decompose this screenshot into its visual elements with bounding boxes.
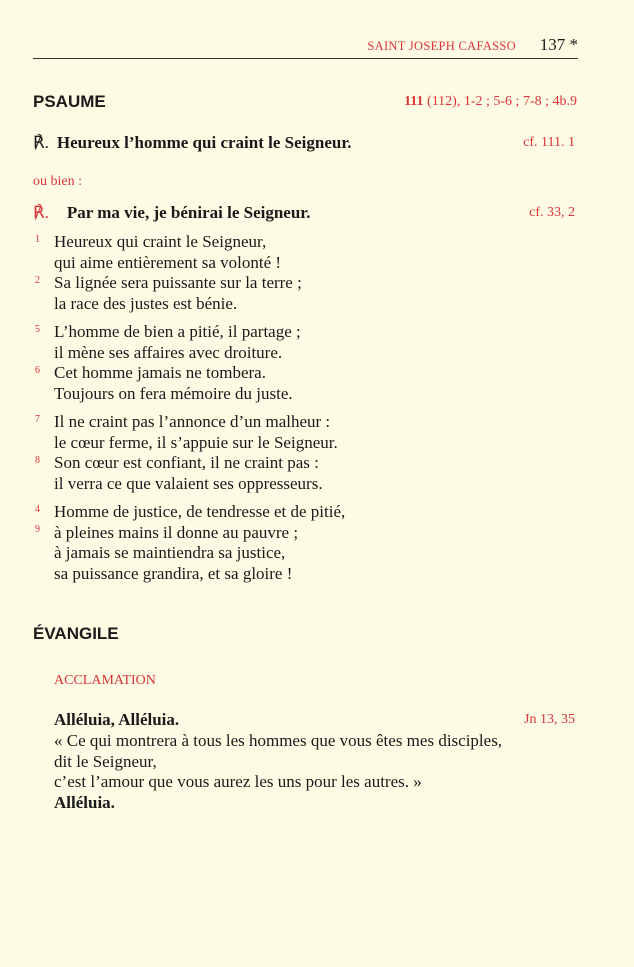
acclamation-text — [54, 731, 502, 813]
psalm-title: PSAUME — [33, 92, 106, 111]
verse-line: Sa lignée sera puissante sur la terre ; — [54, 273, 302, 292]
verse-number: 9 — [35, 524, 40, 535]
verse-line: qui aime entièrement sa volonté ! — [54, 252, 282, 272]
acclamation-line: c’est l’amour que vous aurez les uns pour les autres. » — [54, 772, 422, 791]
page-number: 137 * — [539, 35, 578, 54]
verse-line: Homme de justice, de tendresse et de pitié, — [54, 502, 346, 521]
verse-number: 4 — [35, 504, 40, 515]
alleluia-closing: Alléluia. — [54, 792, 115, 812]
gospel-ref: Jn 13, 35 — [524, 712, 575, 727]
verse-line: le cœur ferme, il s’appuie sur le Seigneur. — [54, 432, 338, 452]
verse-line: Son cœur est confiant, il ne craint pas : — [54, 453, 319, 472]
verse-number: 1 — [35, 234, 40, 245]
or-label: ou bien : — [33, 174, 82, 189]
verse-line: Cet homme jamais ne tombera. — [54, 363, 266, 382]
verse-line: il mène ses affaires avec droiture. — [54, 342, 283, 362]
verse-line: la race des justes est bénie. — [54, 293, 238, 313]
verse-line: L’homme de bien a pitié, il partage ; — [54, 322, 301, 341]
response-symbol-red: ℟. — [33, 203, 49, 222]
page-header — [33, 36, 578, 59]
verse-line: Toujours on fera mémoire du juste. — [54, 383, 293, 403]
refrain-2-text: Par ma vie, je bénirai le Seigneur. — [66, 203, 311, 222]
response-symbol: ℟. — [33, 133, 49, 152]
refrain-1-text: Heureux l’homme qui craint le Seigneur. — [56, 133, 352, 152]
verse-line: il verra ce que valaient ses oppresseurs. — [54, 473, 323, 493]
refrain-1-ref: cf. 111. 1 — [523, 135, 575, 150]
verse-number: 2 — [35, 275, 40, 286]
running-title: SAINT JOSEPH CAFASSO — [367, 39, 516, 53]
verse-line: Il ne craint pas l’annonce d’un malheur : — [54, 412, 331, 431]
verse-number: 8 — [35, 455, 40, 466]
stanza-2 — [54, 322, 301, 404]
acclamation-line: « Ce qui montrera à tous les hommes que vous êtes mes disciples, — [54, 731, 503, 750]
verse-line: sa puissance grandira, et sa gloire ! — [54, 563, 293, 583]
psalm-reference — [404, 94, 577, 110]
gospel-title: ÉVANGILE — [33, 624, 119, 643]
stanza-1 — [54, 232, 302, 314]
psalm-ref-verses: (112), 1-2 ; 5-6 ; 7-8 ; 4b.9 — [427, 94, 577, 109]
verse-number: 5 — [35, 324, 40, 335]
verse-line: à jamais se maintiendra sa justice, — [54, 543, 286, 562]
stanza-4 — [54, 502, 345, 584]
refrain-2-ref: cf. 33, 2 — [529, 205, 575, 220]
verse-number: 6 — [35, 365, 40, 376]
alleluia-heading: Alléluia, Alléluia. — [54, 710, 180, 729]
acclamation-label: ACCLAMATION — [54, 673, 156, 688]
acclamation-line: dit le Seigneur, — [54, 751, 157, 771]
stanza-3 — [54, 412, 338, 494]
verse-line: Heureux qui craint le Seigneur, — [54, 232, 267, 251]
refrain-1 — [33, 133, 352, 153]
verse-line: à pleines mains il donne au pauvre ; — [54, 522, 299, 542]
refrain-2 — [33, 203, 311, 223]
psalm-ref-number: 111 — [404, 94, 424, 109]
verse-number: 7 — [35, 414, 40, 425]
